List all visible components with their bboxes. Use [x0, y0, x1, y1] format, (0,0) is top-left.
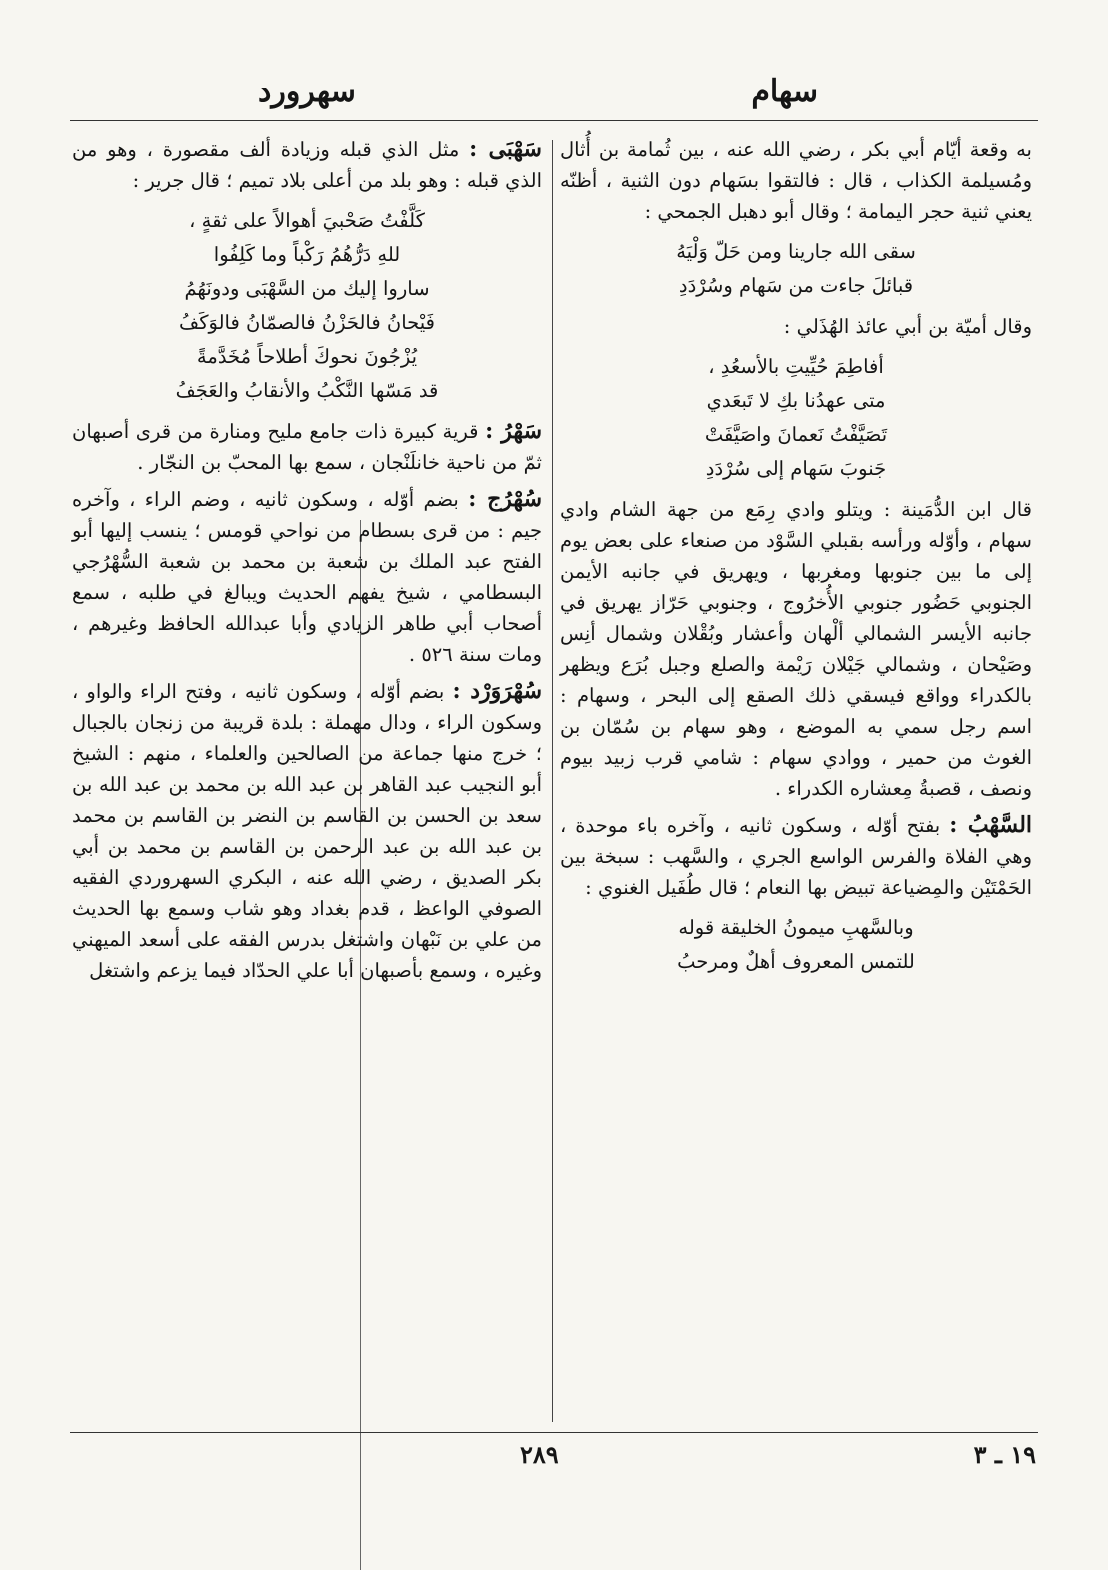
column-divider	[552, 140, 553, 1422]
entry-sahb	[560, 810, 1032, 903]
left-column	[72, 134, 542, 992]
ibn-dumayna-paragraph: قال ابن الدُّمَينة : ويتلو وادي رِمَع من جهة الشام وادي سهام ، وأوّله ورأسه بقبلي السَّوْد من صنعاء على بعض يوم إلى ما بين جنوبها ومغربها ، ويهريق في جانبه الأيمن الجنوبي حَضُور جنوبي الأُخرُوج ، وجنوبي حَرّاز يهريق في جانبه الأيسر الشمالي ألْهان وأعشار وبُقْلان وشمال أنِس وصَيْحان ، وشمالي جَيْلان رَيْمة والصلع وجبل بُرَع ويظهر بالكدراء وواقع فيسقي ذلك الصقع إلى البحر ، وسهام : اسم رجل سمي به الموضع ، وهو سهام بن سُمّان بن الغوث من حمير ، ووادي سهام : شامي قرب زبيد بيوم ونصف ، قصبةُ مِعشاره الكدراء .	[560, 498, 1032, 800]
signature-mark: ١٩ ـ ٣	[973, 1440, 1036, 1469]
umayya-intro: وقال أميّة بن أبي عائذ الهُذَلي :	[783, 315, 1032, 338]
entry-text: بضم أوّله ، وسكون ثانيه ، وفتح الراء والواو ، وسكون الراء ، ودال مهملة : بلدة قريبة من زنجان بالجبال ؛ خرج منها جماعة من الصالحين والعلماء ، منهم : الشيخ أبو النجيب عبد القاهر بن عبد الله بن محمد بن عبد الله بن سعد بن الحسن بن القاسم بن النضر بن القاسم بن محمد بن عبد الله بن عبد الرحمن بن القاسم بن محمد بن أبي بكر الصديق ، رضي الله عنه ، البكري السهروردي الفقيه الصوفي الواعظ ، قدم بغداد وهو شاب وسمع بها الحديث من علي بن نَبْهان واشتغل بدرس الفقه على أسعد الميهني وغيره ، وسمع بأصبهان أبا علي الحدّاد فيما يزعم واشتغل	[72, 680, 542, 982]
entry-sahba	[72, 134, 542, 196]
verse-line: للتمس المعروف أهلٌ ومرحبُ	[677, 950, 915, 973]
headword-suhraward: سُهْرَوَرْد :	[452, 678, 542, 704]
verse-line: وبالسَّهبِ ميمونُ الخليقة قوله	[678, 916, 914, 939]
verse-jarir	[72, 204, 542, 408]
verse-tufayl	[560, 911, 1032, 979]
verse-line: فَيْحانُ فالحَزْنُ فالصمّانُ فالوَكَفُ	[179, 311, 435, 334]
page-number: ٢٨٩	[520, 1440, 559, 1469]
entry-text: قرية كبيرة ذات جامع مليح ومنارة من قرى أصبهان ثمّ من ناحية خانلَنْجان ، سمع بها المحبّ بن النجّار .	[72, 420, 542, 474]
verse-line: تَصَيَّفْتُ نَعمانَ واصَيَّفَتْ	[704, 423, 888, 446]
entry-text: مثل الذي قبله وزيادة ألف مقصورة ، وهو من الذي قبله : وهو بلد من أعلى بلاد تميم ؛ قال جرير :	[72, 138, 542, 192]
running-header-right: سهام	[751, 74, 818, 109]
headword-sahb: السَّهْبُ :	[949, 812, 1033, 838]
verse-line: قد مَسّها النَّكْبُ والأنقابُ والعَجَفُ	[175, 379, 439, 402]
verse-umayya	[560, 350, 1032, 486]
headword-sahba: سَهْبَى :	[469, 136, 542, 162]
verse-line: قبائلَ جاءت من سَهام وسُرْدَدِ	[678, 274, 914, 297]
entry-siham-intro: به وقعة أيّام أبي بكر ، رضي الله عنه ، بين ثُمامة بن أُثال ومُسيلمة الكذاب ، قال : فالتقوا بسَهام دون الثنية ، أظنّه يعني ثنية حجر اليمامة ؛ وقال أبو دهبل الجمحي :	[560, 138, 1032, 223]
entry-suhruj	[72, 484, 542, 670]
right-column	[560, 134, 1032, 987]
verse-line: للهِ دَرُّهُمُ رَكْباً وما كَلِفُوا	[213, 243, 401, 266]
bottom-rule	[70, 1432, 1038, 1433]
running-header-left: سهرورد	[258, 74, 356, 109]
entry-text: بفتح أوّله ، وسكون ثانيه ، وآخره باء موحدة ، وهي الفلاة والفرس الواسع الجري ، والسَّهب : سبخة بين الحَمْتَيْن والمِضياعة تبيض بها النعام ؛ قال طُفَيل الغنوي :	[560, 814, 1032, 899]
verse-line: سقى الله جارينا ومن حَلّ وَلْيَهُ	[676, 240, 916, 263]
entry-sahr	[72, 416, 542, 478]
verse-line: أفاطِمَ حُيِّيتِ بالأسعُدِ ،	[708, 355, 884, 378]
entry-text: بضم أوّله ، وسكون ثانيه ، وضم الراء ، وآخره جيم : من قرى بسطام من نواحي قومس ؛ ينسب إليها أبو الفتح عبد الملك بن شعبة بن محمد بن شعبة السُّهْرُجي البسطامي ، شيخ يفهم الحديث ويبالغ في طلبه ، سمع أصحاب أبي طاهر الزيادي وأبا عبدالله الحافظ وغيرهم ، ومات سنة ٥٢٦ .	[72, 488, 543, 666]
entry-suhraward	[72, 676, 542, 986]
top-rule	[70, 120, 1038, 121]
verse-line: جَنوبَ سَهام إلى سُرْدَدِ	[705, 457, 887, 480]
verse-abu-dahbal	[560, 235, 1032, 303]
headword-suhruj: سُهْرُج :	[468, 486, 542, 512]
verse-line: يُزْجُونَ نحوكَ أطلاحاً مُخَدَّمةً	[196, 345, 418, 368]
verse-line: ساروا إليك من السَّهْبَى ودونَهُمُ	[184, 277, 430, 300]
verse-line: متى عهدُنا بكِ لا تَبعَدي	[706, 389, 886, 412]
headword-sahr: سَهْرُ :	[485, 418, 543, 444]
verse-line: كَلَّفْتُ صَحْبيَ أهوالاً على ثقةٍ ،	[189, 209, 425, 232]
